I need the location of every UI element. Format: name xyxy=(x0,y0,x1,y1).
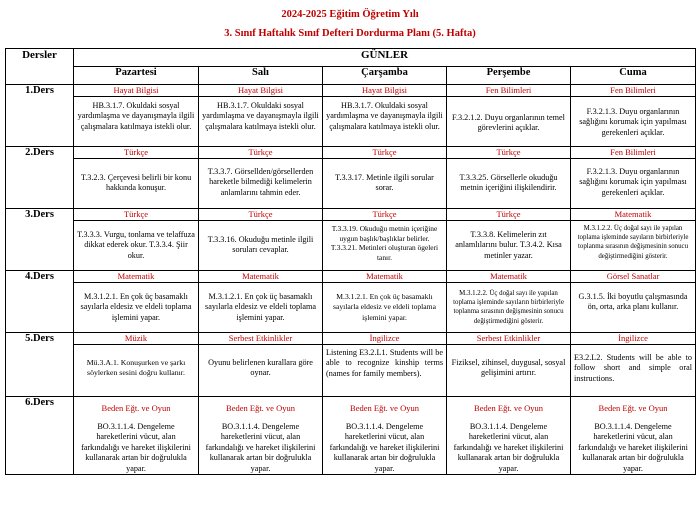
subject-label: Matematik xyxy=(571,209,695,221)
plan-cell xyxy=(571,147,696,209)
subject-label: İngilizce xyxy=(323,333,446,345)
objective-text: T.3.3.7. Görsellden/görsellerden hareketle bilmediği kelimelerin anlamlarını tahmin eder. xyxy=(207,167,314,197)
table-row xyxy=(6,209,696,271)
subject-label: Beden Eğt. ve Oyun xyxy=(226,403,295,413)
plan-cell xyxy=(323,85,447,147)
subject-label: Müzik xyxy=(74,333,198,345)
plan-cell xyxy=(571,397,696,475)
day-header-thursday: Perşembe xyxy=(447,67,571,85)
objective-text: Fiziksel, zihinsel, duygusal, sosyal gelişimini artırır. xyxy=(451,358,566,378)
objective-text: G.3.1.5. İki boyutlu çalışmasında ön, orta, arka planı kullanır. xyxy=(578,292,688,312)
subject-label: Türkçe xyxy=(323,147,446,159)
objective-text: T.3.3.16. Okuduğu metinle ilgili soruları cevaplar. xyxy=(207,235,314,255)
plan-cell xyxy=(199,271,323,333)
subject-label: Hayat Bilgisi xyxy=(323,85,446,97)
objective-text: T.3.2.3. Çerçevesi belirli bir konu hakkında konuşur. xyxy=(80,173,192,193)
objective-text: M.3.1.2.2. Üç doğal sayı ile yapılan toplama işleminde sayıların birbirleriyle toplanma sırasının değişmesinin sonucu değiştirmediğini gösterir. xyxy=(453,290,564,325)
page-title: 2024-2025 Eğitim Öğretim Yılı xyxy=(281,9,419,20)
table-row xyxy=(6,147,696,209)
plan-cell xyxy=(74,333,199,397)
objective-text: M.3.1.2.1. En çok üç basamaklı sayılarla eldesiz ve eldeli toplama işlemini yapar. xyxy=(205,292,316,322)
subject-label: Serbest Etkinlikler xyxy=(447,333,570,345)
table-row xyxy=(6,397,696,475)
subject-label: Serbest Etkinlikler xyxy=(199,333,322,345)
plan-cell xyxy=(74,209,199,271)
objective-text: Mü.3.A.1. Konuşurken ve şarkı söylerken sesini doğru kullanır. xyxy=(86,358,186,378)
page-subtitle: 3. Sınıf Haftalık Sınıf Defteri Dordurma Planı (5. Hafta) xyxy=(224,28,476,39)
subject-label: Fen Bilimleri xyxy=(571,147,695,159)
plan-cell xyxy=(447,271,571,333)
days-group-header: GÜNLER xyxy=(74,49,696,67)
subject-label: Matematik xyxy=(74,271,198,283)
subject-label: Türkçe xyxy=(447,147,570,159)
subject-label: Fen Bilimleri xyxy=(447,85,570,97)
lesson-label: 2.Ders xyxy=(6,147,74,209)
plan-cell xyxy=(571,85,696,147)
objective-text: M.3.1.2.1. En çok üç basamaklı sayılarla eldesiz ve eldeli toplama işlemini yapar. xyxy=(333,292,436,322)
objective-text: T.3.3.3. Vurgu, tonlama ve telaffuza dikkat ederek okur. T.3.3.4. Şiir okur. xyxy=(77,230,195,260)
plan-cell xyxy=(447,209,571,271)
objective-text: T.3.3.25. Görsellerle okuduğu metnin içeriğini ilişkilendirir. xyxy=(459,173,558,193)
day-header-wednesday: Çarşamba xyxy=(323,67,447,85)
subject-label: Beden Eğt. ve Oyun xyxy=(101,403,171,413)
table-row xyxy=(6,271,696,333)
plan-cell xyxy=(323,271,447,333)
subject-label: İngilizce xyxy=(571,333,695,345)
plan-cell xyxy=(571,333,696,397)
lesson-label: 1.Ders xyxy=(6,85,74,147)
day-header-monday: Pazartesi xyxy=(74,67,199,85)
plan-cell xyxy=(199,397,323,475)
plan-cell xyxy=(447,147,571,209)
objective-text: HB.3.1.7. Okuldaki sosyal yardımlaşma ve dayanışmayla ilgili çalışmalara katılmaya istekli olur. xyxy=(202,101,319,131)
objective-text: E3.2.L2. Students will be able to follow short and simple oral instructions. xyxy=(574,353,693,383)
plan-cell xyxy=(199,147,323,209)
weekly-plan-table xyxy=(5,48,696,475)
plan-cell xyxy=(74,397,199,475)
subject-label: Türkçe xyxy=(447,209,570,221)
table-row xyxy=(6,333,696,397)
objective-text: Listening E3.2.L1. Students will be able to recognize kinship terms (names for family members). xyxy=(326,348,443,378)
lesson-label: 4.Ders xyxy=(6,271,74,333)
plan-cell xyxy=(571,271,696,333)
plan-cell xyxy=(323,397,447,475)
subject-label: Beden Eğt. ve Oyun xyxy=(598,403,668,413)
plan-cell xyxy=(447,85,571,147)
plan-cell xyxy=(74,271,199,333)
subject-label: Matematik xyxy=(447,271,570,283)
objective-text: BO.3.1.1.4. Dengeleme hareketlerini vücut, alan farkındalığı ve hareket ilişkilerini kullanarak artan bir doğrulukla yapar. xyxy=(81,422,191,473)
plan-cell xyxy=(74,85,199,147)
subject-label: Türkçe xyxy=(323,209,446,221)
plan-cell xyxy=(447,397,571,475)
subject-label: Matematik xyxy=(323,271,446,283)
lesson-label: 5.Ders xyxy=(6,333,74,397)
subject-label: Matematik xyxy=(199,271,322,283)
lesson-label: 3.Ders xyxy=(6,209,74,271)
plan-cell xyxy=(74,147,199,209)
subject-label: Türkçe xyxy=(199,209,322,221)
subject-label: Beden Eğt. ve Oyun xyxy=(474,403,543,413)
plan-cell xyxy=(199,209,323,271)
objective-text: T.3.3.8. Kelimelerin zıt anlamlılarını bulur. T.3.4.2. Kısa metinler yazar. xyxy=(455,230,562,260)
objective-text: BO.3.1.1.4. Dengeleme hareketlerini vücut, alan farkındalığı ve hareket ilişkilerini kullanarak artan bir doğrulukla yapar. xyxy=(453,422,564,473)
objective-text: M.3.1.2.1. En çok üç basamaklı sayılarla eldesiz ve eldeli toplama işlemini yapar. xyxy=(80,292,192,322)
subject-label: Beden Eğt. ve Oyun xyxy=(350,403,419,413)
subject-label: Görsel Sanatlar xyxy=(571,271,695,283)
subject-label: Türkçe xyxy=(74,147,198,159)
plan-cell xyxy=(323,333,447,397)
objective-text: T.3.3.17. Metinle ilgili sorular sorar. xyxy=(335,173,434,193)
objective-text: BO.3.1.1.4. Dengeleme hareketlerini vücut, alan farkındalığı ve hareket ilişkilerini kullanarak artan bir doğrulukla yapar. xyxy=(329,422,440,473)
subject-label: Türkçe xyxy=(74,209,198,221)
objective-text: F.3.2.1.2. Duyu organlarının temel görevlerini açıklar. xyxy=(452,113,565,133)
subject-label: Fen Bilimleri xyxy=(571,85,695,97)
objective-text: F.3.2.1.3. Duyu organlarının sağlığını korumak için yapılması gerekenleri açıklar. xyxy=(579,167,687,197)
objective-text: BO.3.1.1.4. Dengeleme hareketlerini vücut, alan farkındalığı ve hareket ilişkilerini kullanarak artan bir doğrulukla yapar. xyxy=(578,422,688,473)
plan-cell xyxy=(323,147,447,209)
objective-text: HB.3.1.7. Okuldaki sosyal yardımlaşma ve dayanışmayla ilgili çalışmalara katılmaya istekli olur. xyxy=(77,101,195,131)
lesson-label: 6.Ders xyxy=(6,397,74,475)
subject-label: Hayat Bilgisi xyxy=(199,85,322,97)
day-header-tuesday: Salı xyxy=(199,67,323,85)
objective-text: BO.3.1.1.4. Dengeleme hareketlerini vücut, alan farkındalığı ve hareket ilişkilerini kullanarak artan bir doğrulukla yapar. xyxy=(205,422,316,473)
plan-cell xyxy=(323,209,447,271)
subject-label: Türkçe xyxy=(199,147,322,159)
day-header-friday: Cuma xyxy=(571,67,696,85)
plan-cell xyxy=(199,333,323,397)
objective-text: M.3.1.2.2. Üç doğal sayı ile yapılan toplama işleminde sayıların birbirleriyle toplanma sırasının değişmesinin sonucu değiştirmediğini gösterir. xyxy=(577,225,689,260)
subject-label: Hayat Bilgisi xyxy=(74,85,198,97)
plan-cell xyxy=(571,209,696,271)
table-row xyxy=(6,85,696,147)
objective-text: Oyunu belirlenen kurallara göre oynar. xyxy=(208,358,313,378)
plan-cell xyxy=(447,333,571,397)
plan-cell xyxy=(199,85,323,147)
objective-text: T.3.3.19. Okuduğu metnin içeriğine uygun başlık/başlıklar belirler. T.3.3.21. Metinleri oluşturan ögeleri tanır. xyxy=(330,224,439,262)
objective-text: F.3.2.1.3. Duyu organlarının sağlığını korumak için yapılması gerekenleri açıklar. xyxy=(579,107,687,137)
objective-text: HB.3.1.7. Okuldaki sosyal yardımlaşma ve dayanışmayla ilgili çalışmalara katılmaya istekli olur. xyxy=(326,101,443,131)
lessons-column-header: Dersler xyxy=(6,49,74,85)
